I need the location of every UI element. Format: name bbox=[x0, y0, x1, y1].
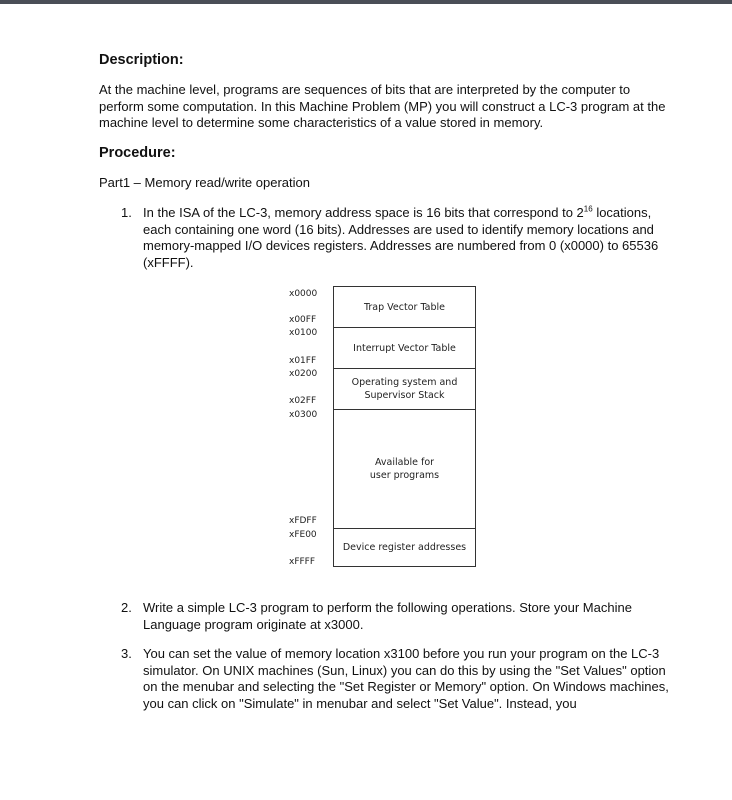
memory-region-label: Trap Vector Table bbox=[363, 301, 446, 313]
memory-region-label: Interrupt Vector Table bbox=[353, 342, 456, 354]
memory-region-label: Device register addresses bbox=[342, 542, 467, 553]
memory-region bbox=[334, 369, 475, 410]
memory-region bbox=[334, 328, 475, 369]
memory-region bbox=[334, 410, 475, 529]
address-label: xFDFF bbox=[289, 516, 317, 526]
address-label: x0000 bbox=[289, 289, 318, 299]
address-label: x0200 bbox=[289, 369, 318, 379]
exponent: 16 bbox=[583, 204, 593, 214]
memory-map-table bbox=[333, 286, 476, 567]
list-item-text-pre: In the ISA of the LC-3, memory address space is 16 bits that correspond to 2 bbox=[143, 205, 584, 220]
list-item-text: Write a simple LC-3 program to perform the following operations. Store your Machine Language program originate at x3000. bbox=[143, 600, 632, 632]
description-heading: Description: bbox=[99, 52, 184, 68]
part1-title: Part1 – Memory read/write operation bbox=[99, 175, 310, 190]
address-label: x0300 bbox=[289, 410, 318, 420]
list-item-number: 2. bbox=[121, 600, 132, 615]
address-label: x00FF bbox=[289, 315, 317, 325]
address-label: x01FF bbox=[289, 356, 317, 366]
list-item-text-post: locations, each containing one word (16 bits). Addresses are used to identify memory locations and memory-mapped I/O devices registers. Addresses are numbered from 0 (x0000) to 65536 (xFFFF). bbox=[143, 205, 659, 270]
description-text: At the machine level, programs are sequences of bits that are interpreted by the computer to perform some computation. In this Machine Problem (MP) you will construct a LC-3 program at the machine level to determine some characteristics of a value stored in memory. bbox=[99, 82, 666, 130]
address-label: xFFFF bbox=[289, 557, 316, 567]
memory-region-label: Available for user programs bbox=[369, 457, 440, 481]
address-label: xFE00 bbox=[289, 530, 317, 540]
address-label: x0100 bbox=[289, 328, 318, 338]
memory-region bbox=[334, 529, 475, 566]
list-item-text: You can set the value of memory location x3100 before you run your program on the LC-3 simulator. On UNIX machines (Sun, Linux) you can do this by using the "Set Values" option on the menubar and selecting the "Set Register or Memory" option. On Windows machines, you can click on "Simulate" in menubar and select "Set Value". Instead, you bbox=[143, 646, 669, 711]
list-item-number: 1. bbox=[121, 205, 132, 220]
procedure-heading: Procedure: bbox=[99, 145, 176, 161]
address-label: x02FF bbox=[289, 396, 317, 406]
memory-region-label: Operating system and Supervisor Stack bbox=[351, 377, 458, 401]
memory-region bbox=[334, 287, 475, 328]
list-item-number: 3. bbox=[121, 646, 132, 661]
list-item-text bbox=[143, 205, 673, 271]
